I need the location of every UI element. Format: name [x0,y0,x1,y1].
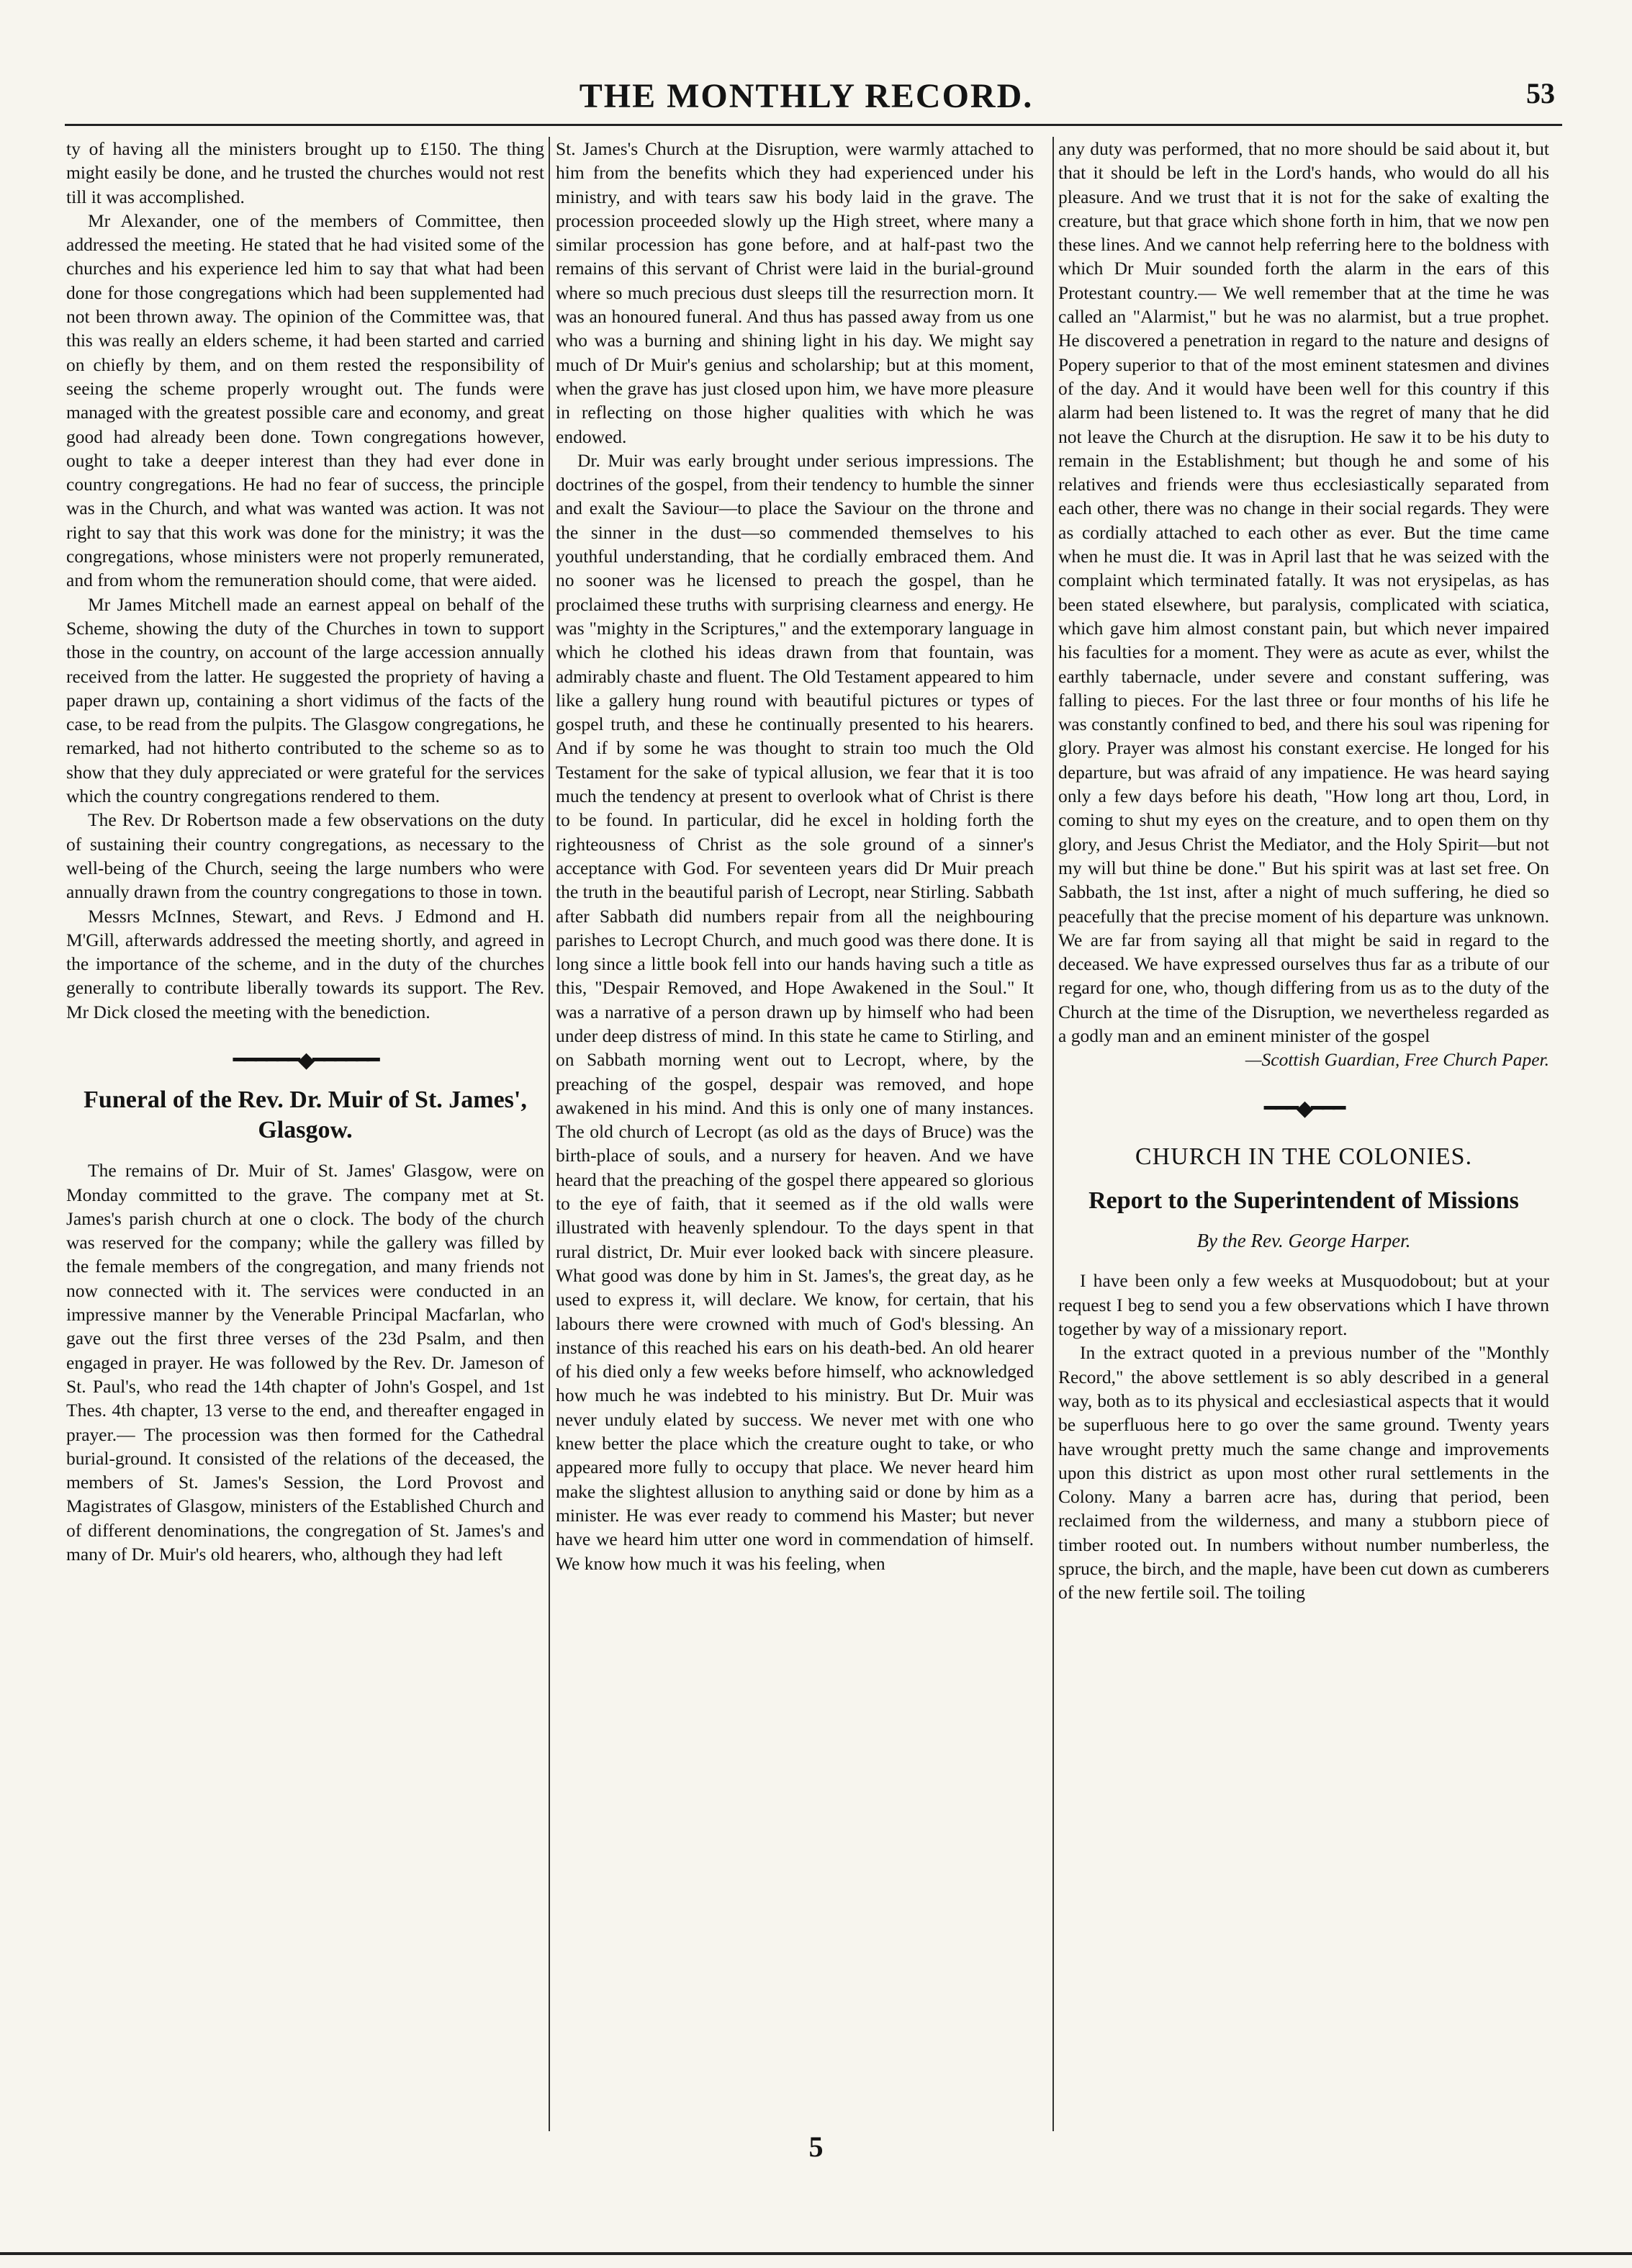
ornament-divider: ━━━◆━━━ [1263,1096,1344,1120]
paragraph: Messrs McInnes, Stewart, and Revs. J Edmond and H. M'Gill, afterwards addressed the meeting shortly, and agreed in the importance of the scheme, and in the duty of the churches generally to contribute liberally towards its support. The Rev. Mr Dick closed the meeting with the benediction. [66,905,544,1022]
signature-mark: 5 [808,2130,824,2163]
byline: By the Rev. George Harper. [1196,1230,1411,1252]
paragraph: Dr. Muir was early brought under serious impressions. The doctrines of the gospel, from their tendency to humble the sinner and exalt the Saviour—to place the Saviour on the throne and the sinner in the dust—so commended themselves to his youthful understanding, that he cordially embraced them. And no sooner was he licensed to preach the gospel, than he proclaimed these truths with surprising clearness and energy. He was "mighty in the Scriptures," and the extemporary language in which he clothed his ideas drawn from that fountain, was admirably chaste and fluent. The Old Testament appeared to him like a gallery hung round with beautiful pictures or types of gospel truth, and these he continually presented to his hearers. And if by some he was thought to strain too much the Old Testament for the sake of typical allusion, we fear that it is too much the tendency at present to overlook what of Christ is there to be found. In particular, did he excel in holding forth the righteousness of Christ as the sole ground of a sinner's acceptance with God. For seventeen years did Dr Muir preach the truth in the beautiful parish of Lecropt, near Stirling. Sabbath after Sabbath did numbers repair from all the neighbouring parishes to Lecropt Church, and much good was there done. It is long since a little book fell into our hands having such a title as this, "Despair Removed, and Hope Awakened in the Soul." It was a narrative of a person drawn up by himself who had been under deep distress of mind. In this state he came to Stirling, and on Sabbath morning went out to Lecropt, where, by the preaching of the gospel, despair was removed, and hope awakened in his mind. And this is only one of many instances. The old church of Lecropt (as old as the days of Bruce) was the birth-place of souls, and a nursery for heaven. And we have heard that the preaching of the gospel there appeared so glorious to the eye of faith, that it seemed as if the old walls were illustrated with heavenly splendour. To the days spent in that rural district, Dr. Muir ever looked back with sincere pleasure. What good was done by him in St. James's, the great day, as he used to express it, will declare. We know, for certain, that his labours there were crowned with much of God's blessing. An instance of this reached his ears on his death-bed. An old hearer of his died only a few weeks before himself, who acknowledged how much he was indebted to his ministry. But Dr. Muir was never unduly elated by success. We never met with one who knew better the place which the creature ought to take, or who appeared more fully to occupy that place. We never heard him make the slightest allusion to anything said or done by him as a minister. He was ever ready to commend his Master; but never have we heard him utter one word in commendation of himself. We know how much it was his feeling, when [556,449,1034,1574]
ornament-divider: ━━━━━━◆━━━━━━ [233,1048,378,1072]
article-heading: Funeral of the Rev. Dr. Muir of St. James', Glasgow. [84,1086,527,1144]
section-title: CHURCH IN THE COLONIES. [1135,1143,1473,1170]
paragraph: St. James's Church at the Disruption, were warmly attached to him from the benefits which they had experienced under his ministry, and with tears saw his body laid in the grave. The procession proceeded slowly up the High street, where many a similar procession has gone before, and at half-past two the remains of this servant of Christ were laid in the burial-ground where so much precious dust sleeps till the resurrection morn. It was an honoured funeral. And thus has passed away from us one who was a burning and shining light in his day. We might say much of Dr Muir's genius and scholarship; but at this moment, when the grave has just closed upon him, we have more pleasure in reflecting on those higher qualities with which he was endowed. [556,138,1034,447]
paragraph: I have been only a few weeks at Musquodobout; but at your request I beg to send you a few observations which I have thrown together by way of a missionary report. [1058,1270,1549,1340]
paragraph: Mr James Mitchell made an earnest appeal on behalf of the Scheme, showing the duty of the Churches in town to support those in the country, on account of the large accession annually received from the latter. He suggested the propriety of having a paper drawn up, containing a short vidimus of the facts of the case, to be read from the pulpits. The Glasgow congregations, he remarked, had not hitherto contributed to the scheme so as to show that they duly appreciated or were grateful for the services which the country congregations rendered to them. [66,593,544,807]
paragraph: ty of having all the ministers brought up to £150. The thing might easily be done, and he trusted the churches would not rest till it was accomplished. [66,138,544,207]
bottom-rule [0,2252,1632,2255]
column-left [66,137,544,2124]
page-number: 53 [1526,77,1555,109]
column-right [1058,137,1549,2124]
paragraph: Mr Alexander, one of the members of Committee, then addressed the meeting. He stated that he had visited some of the churches and his experience led him to say that what had been done for those congregations which had been supplemented had not been thrown away. The opinion of the Committee was, that this was really an elders scheme, it had been started and carried on chiefly by them, and on them rested the responsibility of seeing the scheme properly wrought out. The funds were managed with the greatest possible care and economy, and great good had already been done. Town congregations however, ought to take a deeper interest than they had ever done in country congregations. He had no fear of success, the principle was in the Church, and what was wanted was action. It was not right to say that this work was done for the ministry; it was the congregations, whose ministers were not properly remunerated, and from whom the remuneration should come, that were aided. [66,210,544,591]
article-heading: Report to the Superintendent of Missions [1088,1187,1519,1215]
paragraph: any duty was performed, that no more should be said about it, but that it should be left in the Lord's hands, who would do all his pleasure. And we trust that it is not for the sake of exalting the creature, but that grace which shone forth in him, that we now pen these lines. And we cannot help referring here to the boldness with which Dr Muir sounded forth the alarm in the ears of this Protestant country.— We well remember that at the time he was called an "Alarmist," but he was no alarmist, but a true prophet. He discovered a penetration in regard to the nature and designs of Popery superior to that of the most eminent statesmen and divines of the day. And it would have been well for this country if this alarm had been listened to. It was the regret of many that he did not leave the Church at the disruption. He saw it to be his duty to remain in the Establishment; but though he and some of his relatives and friends were thus ecclesiastically separated from each other, there was no change in their social regards. They were as cordially attached to each other as ever. But the time came when he must die. It was in April last that he was seized with the complaint which terminated fatally. It was not erysipelas, as has been stated elsewhere, but paralysis, complicated with sciatica, which gave him almost constant pain, but which never impaired his faculties for a moment. They were as acute as ever, whilst the earthly tabernacle, under severe and constant suffering, was falling to pieces. For the last three or four months of his life he was constantly confined to bed, and there his soul was ripening for glory. Prayer was almost his constant exercise. He longed for his departure, but was afraid of any impatience. He was heard saying only a few days before his death, "How long art thou, Lord, in coming to shut my eyes on the creature, and to open them on thy glory, and Jesus Christ the Mediator, and the Holy Spirit—but not my will but thine be done." But his spirit was at last set free. On Sabbath, the 1st inst, after a night of much suffering, he died so peacefully that the precise moment of his departure was unknown. We are far from saying all that might be said in regard to the deceased. We have expressed ourselves thus far as a tribute of our regard for one, who, though differing from us as to the duty of the Church at the time of the Disruption, we nevertheless regarded as a godly man and an eminent minister of the gospel [1058,138,1549,1046]
paragraph: The Rev. Dr Robertson made a few observations on the duty of sustaining their country congregations, as necessary to the well-being of the Church, seeing the large numbers who were annually drawn from the country congregations to those in town. [66,809,544,903]
paragraph: In the extract quoted in a previous number of the "Monthly Record," the above settlement is so ably described in a general way, both as to its physical and ecclesiastical aspects that it would be superfluous here to go over the same ground. Twenty years have wrought pretty much the same change and improvements upon this district as upon most other rural settlements in the Colony. Many a barren acre has, during that period, been reclaimed from the wilderness, and many a stubborn piece of timber rooted out. In numbers without number numberless, the spruce, the birch, and the maple, have been cut down as cumberers of the new fertile soil. The toiling [1058,1342,1549,1603]
journal-title: THE MONTHLY RECORD. [579,77,1034,115]
running-header [58,76,1555,120]
column-divider [549,137,550,2131]
column-divider [1052,137,1054,2131]
column-middle [556,137,1034,2124]
header-rule [65,124,1562,126]
source-signature: —Scottish Guardian, Free Church Paper. [1245,1049,1549,1071]
paragraph: The remains of Dr. Muir of St. James' Glasgow, were on Monday committed to the grave. The company met at St. James's parish church at one o clock. The body of the church was reserved for the company; while the gallery was filled by the female members of the congregation, and many friends not now connected with it. The services were conducted in an impressive manner by the Venerable Principal Macfarlan, who gave out the first three verses of the 23d Psalm, and then engaged in prayer. He was followed by the Rev. Dr. Jameson of St. Paul's, who read the 14th chapter of John's Gospel, and 1st Thes. 4th chapter, 13 verse to the end, and thereafter engaged in prayer.— The procession was then formed for the Cathedral burial-ground. It consisted of the relations of the deceased, the members of St. James's Session, the Lord Provost and Magistrates of Glasgow, ministers of the Established Church and of different denominations, the congregation of St. James's and many of Dr. Muir's old hearers, who, although they had left [66,1160,544,1565]
